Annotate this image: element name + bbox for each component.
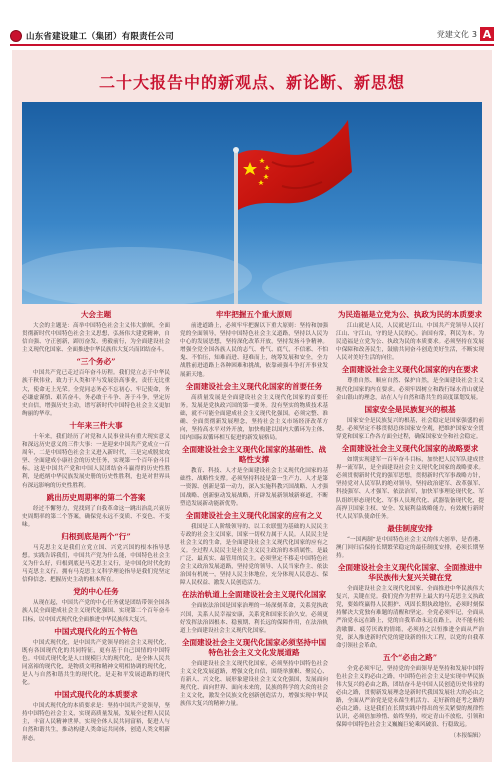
section-paragraph: 中国式现代化，是中国共产党领导的社会主义现代化，既有各国现代化的共同特征，更有基于自己国情的中国特色。中国式现代化是人口规模巨大的现代化，是全体人民共同富裕的现代化，是物质文明和精神文明相协调的现代化，是人与自然和谐共生的现代化，是走和平发展道路的现代化。 [22,639,170,687]
article-column-2 [180,310,328,710]
page-badge: A [480,27,494,41]
flag-photo [22,102,482,304]
publication-name: 山东省建设建工（集团）有限责任公司 [26,32,174,42]
section-heading: 国家安全是民族复兴的根基 [364,404,456,414]
page-number: 3 [471,29,477,39]
section-paragraph: 国家安全是民族复兴的根基，社会稳定是国家强盛的前提。必须坚定不移贯彻总体国家安全观，把维护国家安全贯穿党和国家工作各方面全过程，确保国家安全和社会稳定。 [336,417,484,440]
section-paragraph: 前进道路上，必须牢牢把握以下重大原则：坚持和加强党的全面领导，坚持中国特色社会主义道路，坚持以人民为中心的发展思想，坚持深化改革开放，坚持发扬斗争精神。增强全党全国各族人民的志气、骨气、底气，不信邪、不怕鬼、不怕压，知难而进、迎难而上，统筹发展和安全，全力战胜前进道路上各种困难和挑战，依靠顽强斗争打开事业发展新天地。 [180,323,328,378]
section-heading: 全面建设社会主义现代化国家、全面推进中华民族伟大复兴关键在党 [337,563,483,583]
section-heading: 全面建设社会主义现代化国家的内在要求 [341,365,479,375]
article-title: 二十大报告中的新观点、新论断、新思想 [98,73,405,92]
section-paragraph: 大会的主题是：高举中国特色社会主义伟大旗帜，全面贯彻新时代中国特色社会主义思想，弘扬伟大建党精神，自信自强、守正创新，踔厉奋发、勇毅前行，为全面建设社会主义现代化国家、全面推进中华民族伟大复兴而团结奋斗。 [22,323,170,354]
article-column-1 [22,310,170,745]
section-heading: 全面建设社会主义现代化国家必须坚持中国特色社会主义文化发展道路 [181,637,327,657]
section-paragraph: 全党必须牢记，坚持党的全面领导是坚持和发展中国特色社会主义的必由之路，中国特色社会主义是实现中华民族伟大复兴的必由之路，团结奋斗是中国人民创造历史伟业的必由之路，贯彻新发展理念是新时代我国发展壮大的必由之路，全面从严治党是党永葆生机活力、走好新的赶考之路的必由之路。这是我们在长期实践中得出的至关紧要的规律性认识，必须倍加珍惜、始终坚持，咬定青山不放松，引领和保障中国特色社会主义巍巍巨轮乘风破浪、行稳致远。 [336,665,484,729]
section-paragraph: 我国是工人阶级领导的、以工农联盟为基础的人民民主专政的社会主义国家，国家一切权力属于人民。人民民主是社会主义的生命，是全面建设社会主义现代化国家的应有之义。全过程人民民主是社会主义民主政治的本质属性，是最广泛、最真实、最管用的民主。必须坚定不移走中国特色社会主义政治发展道路，坚持党的领导、人民当家作主、依法治国有机统一，坚持人民主体地位，充分体现人民意志、保障人民权益、激发人民创造活力。 [180,523,328,587]
section-paragraph: 马克思主义是我们立党立国、兴党兴国的根本指导思想。实践告诉我们，中国共产党为什么能，中国特色社会主义为什么好，归根到底是马克思主义行，是中国化时代化的马克思主义行。拥有马克思主义科学理论指导是我们党坚定信仰信念、把握历史主动的根本所在。 [22,544,170,584]
masthead-right [437,27,494,41]
section-heading: 中国式现代化的五个特色 [54,626,138,636]
section-paragraph: 经过不懈努力，党找到了自我革命这一跳出治乱兴衰历史周期率的第二个答案，确保党永远不变质、不变色、不变味。 [22,505,170,528]
section-paragraph: 中国共产党已走过百年奋斗历程。我们党立志于中华民族千秋伟业，致力于人类和平与发展崇高事业，责任无比重大，使命无上光荣。全党同志务必不忘初心、牢记使命，务必谦虚谨慎、艰苦奋斗，务必敢于斗争、善于斗争，坚定历史自信，增强历史主动，谱写新时代中国特色社会主义更加绚丽的华章。 [22,370,170,417]
section-paragraph: 尊重自然、顺应自然、保护自然，是全面建设社会主义现代化国家的内在要求。必须牢固树立和践行绿水青山就是金山银山的理念，站在人与自然和谐共生的高度谋划发展。 [336,378,484,401]
section-heading: 五个“必由之路” [382,652,438,662]
section-heading: 全面建设社会主义现代化国家的战略要求 [341,444,479,454]
section-paragraph: 教育、科技、人才是全面建设社会主义现代化国家的基础性、战略性支撑。必须坚持科技是第一生产力、人才是第一资源、创新是第一动力，深入实施科教兴国战略、人才强国战略、创新驱动发展战略，开辟发展新领域新赛道，不断塑造发展新动能新优势。 [180,468,328,507]
section-heading: 牢牢把握五个重大原则 [216,310,292,319]
section-heading: “三个务必” [76,357,116,367]
section-heading: 在法治轨道上全面建设社会主义现代化国家 [181,590,327,600]
section-paragraph: 从现在起，中国共产党的中心任务就是团结带领全国各族人民全面建成社会主义现代化强国、实现第二个百年奋斗目标，以中国式现代化全面推进中华民族伟大复兴。 [22,600,170,623]
section-heading: 为民造福是立党为公、执政为民的本质要求 [337,310,483,319]
article-column-3 [336,310,484,740]
section-paragraph: 全面依法治国是国家治理的一场深刻革命，关系党执政兴国，关系人民幸福安康，关系党和国家长治久安。必须更好发挥法治固根本、稳预期、利长远的保障作用，在法治轨道上全面建设社会主义现代化国家。 [180,603,328,634]
section-heading: 全面建设社会主义现代化国家的基础性、战略性支撑 [181,445,327,465]
section-paragraph: 全面建设社会主义现代化国家、全面推进中华民族伟大复兴，关键在党。我们党作为世界上最大的马克思主义执政党，要始终赢得人民拥护、巩固长期执政地位，必须时刻保持解决大党独有难题的清醒和坚定。全党必须牢记，全面从严治党永远在路上，党的自我革命永远在路上，决不能有松劲歇脚、疲劳厌战的情绪，必须持之以恒推进全面从严治党，深入推进新时代党的建设新的伟大工程，以党的自我革命引领社会革命。 [336,586,484,649]
section-heading: 归根到底是两个“行” [61,531,131,541]
section-paragraph: “一国两制”是中国特色社会主义的伟大创举，是香港、澳门回归后保持长期繁荣稳定的最佳制度安排，必须长期坚持。 [336,536,484,559]
section-heading: 跳出历史周期率的第二个答案 [46,492,146,502]
section-paragraph: 全面建设社会主义现代化国家，必须坚持中国特色社会主义文化发展道路，增强文化自信，围绕举旗帜、聚民心、育新人、兴文化、展形象建设社会主义文化强国，发展面向现代化、面向世界、面向未来的，民族的科学的大众的社会主义文化，激发全民族文化创新创造活力，增强实现中华民族伟大复兴的精神力量。 [180,660,328,708]
section-heading: 全面建设社会主义现代化国家的首要任务 [185,381,323,391]
section-paragraph: 高质量发展是全面建设社会主义现代化国家的首要任务。发展是党执政兴国的第一要务。没有坚实的物质技术基础，就不可能全面建成社会主义现代化强国。必须完整、准确、全面贯彻新发展理念，坚持社会主义市场经济改革方向，坚持高水平对外开放，加快构建以国内大循环为主体、国内国际双循环相互促进的新发展格局。 [180,394,328,442]
company-logo-icon [10,30,22,42]
masthead-divider [10,44,494,46]
section-heading: 大会主题 [80,310,112,319]
masthead [0,0,504,44]
section-heading: 党的中心任务 [73,587,119,597]
section-paragraph: 江山就是人民，人民就是江山。中国共产党领导人民打江山、守江山，守的是人民的心。治国有常，利民为本。为民造福是立党为公、执政为民的本质要求。必须坚持在发展中保障和改善民生，鼓励共同奋斗创造美好生活，不断实现人民对美好生活的向往。 [336,323,484,362]
section-paragraph: 如期实现建军一百年奋斗目标，加快把人民军队建成世界一流军队，是全面建设社会主义现代化国家的战略要求。必须贯彻新时代党的强军思想，贯彻新时代军事战略方针，坚持党对人民军队的绝对领导，坚持政治建军、改革强军、科技强军、人才强军、依法治军，加快军事理论现代化、军队组织形态现代化、军事人员现代化、武器装备现代化，提高捍卫国家主权、安全、发展利益战略能力，有效履行新时代人民军队使命任务。 [336,457,484,520]
section-paragraph: 中国式现代化的本质要求是：坚持中国共产党领导，坚持中国特色社会主义，实现高质量发展，发展全过程人民民主，丰富人民精神世界，实现全体人民共同富裕，促进人与自然和谐共生，推动构建人类命运共同体，创造人类文明新形态。 [22,703,170,742]
flag-photo-image [22,102,482,304]
section-paragraph: 十年来，我们经历了对党和人民事业具有重大现实意义和深远历史意义的三件大事：一是迎来中国共产党成立一百周年，二是中国特色社会主义进入新时代，三是完成脱贫攻坚、全面建成小康社会的历史任务，实现第一个百年奋斗目标。这是中国共产党和中国人民团结奋斗赢得的历史性胜利，是彪炳中华民族发展史册的历史性胜利，也是对世界具有深远影响的历史性胜利。 [22,433,170,489]
section-heading: 中国式现代化的本质要求 [54,690,138,700]
section-heading: 最佳制度安排 [387,523,433,533]
section-heading: 全面建设社会主义现代化国家的应有之义 [185,510,323,520]
editor-note: （本报编辑） [450,732,484,739]
section-heading: 十年来三件大事 [69,420,123,430]
section-name: 党建文化 [436,29,469,39]
